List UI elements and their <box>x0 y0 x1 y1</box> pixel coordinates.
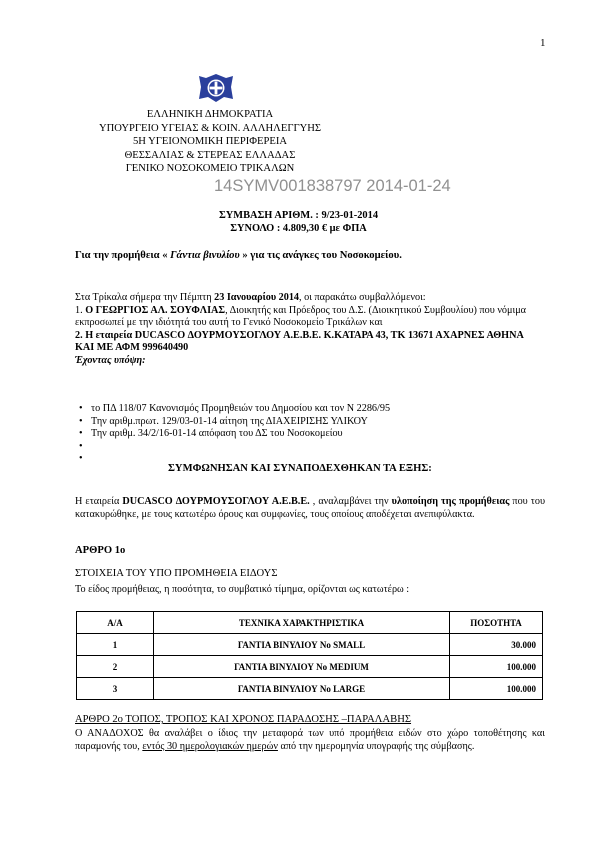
list-item: • το ΠΔ 118/07 Κανονισμός Προμηθειών του Δημοσίου και τον Ν 2286/95 <box>75 403 390 416</box>
contract-number: ΣΥΜΒΑΣΗ ΑΡΙΘΜ. : 9/23-01-2014 <box>218 210 379 221</box>
table-row <box>77 656 543 678</box>
subject-suffix: » για τις ανάγκες του Νοσοκομείου. <box>239 250 402 261</box>
contract-date: 23 Ιανουαρίου 2014 <box>214 292 300 303</box>
contract-total: ΣΥΝΟΛΟ : 4.809,30 € με ΦΠΑ <box>230 222 367 234</box>
article-1-text: Το είδος προμήθειας, η ποσότητα, το συμβατικό τίμημα, ορίζονται ως κατωτέρω : <box>75 584 410 595</box>
intro-opening: Στα Τρίκαλα σήμερα την Πέμπτη 23 Ιανουαρίου 2014, οι παρακάτω συμβαλλόμενοι: <box>75 292 426 303</box>
item-quantity: 100.000 <box>450 678 543 700</box>
column-header: Α/Α <box>77 612 154 634</box>
page-number: 1 <box>540 37 546 49</box>
article-1-subtitle: ΣΤΟΙΧΕΙΑ ΤΟΥ ΥΠΟ ΠΡΟΜΗΘΕΙΑ ΕΙΔΟΥΣ <box>75 568 278 579</box>
party-2-name: DUCASCO ΔΟΥΡΜΟΥΣΟΓΛΟΥ Α.Ε.Β.Ε. Κ.ΚΑΤΑΡΑ 43, ΤΚ 13671 ΑΧΑΡΝΕΣ ΑΘΗΝΑ ΚΑΙ ΜΕ ΑΦΜ 999640490 <box>75 329 524 354</box>
article-1-title: ΑΡΘΡΟ 1ο <box>75 545 126 556</box>
list-item: • Την αριθμ.πρωτ. 129/03-01-14 αίτηση της ΔΙΑΧΕΙΡΙΣΗΣ ΥΛΙΚΟΥ <box>75 416 390 429</box>
contractor-company: DUCASCO ΔΟΥΡΜΟΥΣΟΓΛΟΥ Α.Ε.Β.Ε. <box>122 496 310 507</box>
item-quantity: 100.000 <box>450 656 543 678</box>
contract-info <box>190 210 407 235</box>
header-block <box>60 108 360 176</box>
header-line: ΓΕΝΙΚΟ ΝΟΣΟΚΟΜΕΙΟ ΤΡΙΚΑΛΩΝ <box>125 163 295 175</box>
item-description: ΓΑΝΤΙΑ ΒΙΝΥΛΙΟΥ No LARGE <box>154 678 450 700</box>
header-line: 5Η ΥΓΕΙΟΝΟΜΙΚΗ ΠΕΡΙΦΕΡΕΙΑ <box>132 136 288 148</box>
item-quantity: 30.000 <box>450 634 543 656</box>
items-table <box>76 611 543 700</box>
table-row <box>77 634 543 656</box>
article-2-text: Ο ΑΝΑΔΟΧΟΣ θα αναλάβει ο ίδιος την μεταφορά των υπό προμήθεια ειδών στο χώρο τοποθέτησης και παραμονής του, εντός 30 ημερολογιακών ημερών από την ημερομηνία υπογραφής της σύμβασης. <box>75 728 545 752</box>
agreed-heading: ΣΥΜΦΩΝΗΣΑΝ ΚΑΙ ΣΥΝΑΠΟΔΕΧΘΗΚΑΝ ΤΑ ΕΞΗΣ: <box>168 463 432 474</box>
row-index: 3 <box>77 678 154 700</box>
table-header-row <box>77 612 543 634</box>
contractor-paragraph: Η εταιρεία DUCASCO ΔΟΥΡΜΟΥΣΟΓΛΟΥ Α.Ε.Β.Ε. , αναλαμβάνει την υλοποίηση της προμήθειας που του κατακυρώθηκε, με τους κατωτέρω όρους και συμφωνίες, τους οποίους αποδέχεται ανεπιφύλακτα. <box>75 496 545 520</box>
greek-emblem-icon <box>196 72 236 104</box>
item-description: ΓΑΝΤΙΑ ΒΙΝΥΛΙΟΥ No SMALL <box>154 634 450 656</box>
subject-item: Γάντια βινυλίου <box>170 250 240 261</box>
item-description: ΓΑΝΤΙΑ ΒΙΝΥΛΙΟΥ No MEDIUM <box>154 656 450 678</box>
party-2: 2. Η εταιρεία DUCASCO ΔΟΥΡΜΟΥΣΟΓΛΟΥ Α.Ε.Β.Ε. Κ.ΚΑΤΑΡΑ 43, ΤΚ 13671 ΑΧΑΡΝΕΣ ΑΘΗΝΑ ΚΑΙ ΜΕ ΑΦΜ 999640490 <box>75 329 524 354</box>
considerations-list <box>75 403 390 466</box>
header-line: ΕΛΛΗΝΙΚΗ ΔΗΜΟΚΡΑΤΙΑ <box>146 109 274 120</box>
header-line: ΥΠΟΥΡΓΕΙΟ ΥΓΕΙΑΣ & ΚΟΙΝ. ΑΛΛΗΛΕΓΓΥΗΣ <box>98 122 322 134</box>
row-index: 2 <box>77 656 154 678</box>
subject-prefix: Για την προμήθεια « <box>75 250 171 261</box>
contract-subject <box>75 250 402 261</box>
header-line: ΘΕΣΣΑΛΙΑΣ & ΣΤΕΡΕΑΣ ΕΛΛΑΔΑΣ <box>124 149 296 161</box>
party-1: 1. Ο ΓΕΩΡΓΙΟΣ ΑΛ. ΣΟΥΦΛΙΑΣ, Διοικητής και Πρόεδρος του Δ.Σ. (Διοικητικού Συμβουλίου) που νόμιμα εκπροσωπεί με την ιδιότητά του αυτή το Γενικό Νοσοκομείο Τρικάλων και <box>75 304 527 329</box>
row-index: 1 <box>77 634 154 656</box>
column-header: ΠΟΣΟΤΗΤΑ <box>450 612 543 634</box>
delivery-deadline: εντός 30 ημερολογιακών ημερών <box>142 740 278 752</box>
column-header: ΤΕΧΝΙΚΑ ΧΑΡΑΚΤΗΡΙΣΤΙΚΑ <box>154 612 450 634</box>
intro-section <box>75 292 545 368</box>
registry-stamp: 14SYMV001838797 2014-01-24 <box>214 177 451 195</box>
table-row <box>77 678 543 700</box>
party-1-name: Ο ΓΕΩΡΓΙΟΣ ΑΛ. ΣΟΥΦΛΙΑΣ <box>85 304 226 316</box>
list-item: • Την αριθμ. 34/2/16-01-14 απόφαση του ΔΣ του Νοσοκομείου <box>75 428 390 441</box>
having-considered: Έχοντας υπόψη: <box>75 354 146 366</box>
list-item <box>75 441 390 454</box>
article-2-title: ΑΡΘΡΟ 2ο ΤΟΠΟΣ, ΤΡΟΠΟΣ ΚΑΙ ΧΡΟΝΟΣ ΠΑΡΑΔΟΣΗΣ –ΠΑΡΑΛΑΒΗΣ <box>75 714 412 725</box>
